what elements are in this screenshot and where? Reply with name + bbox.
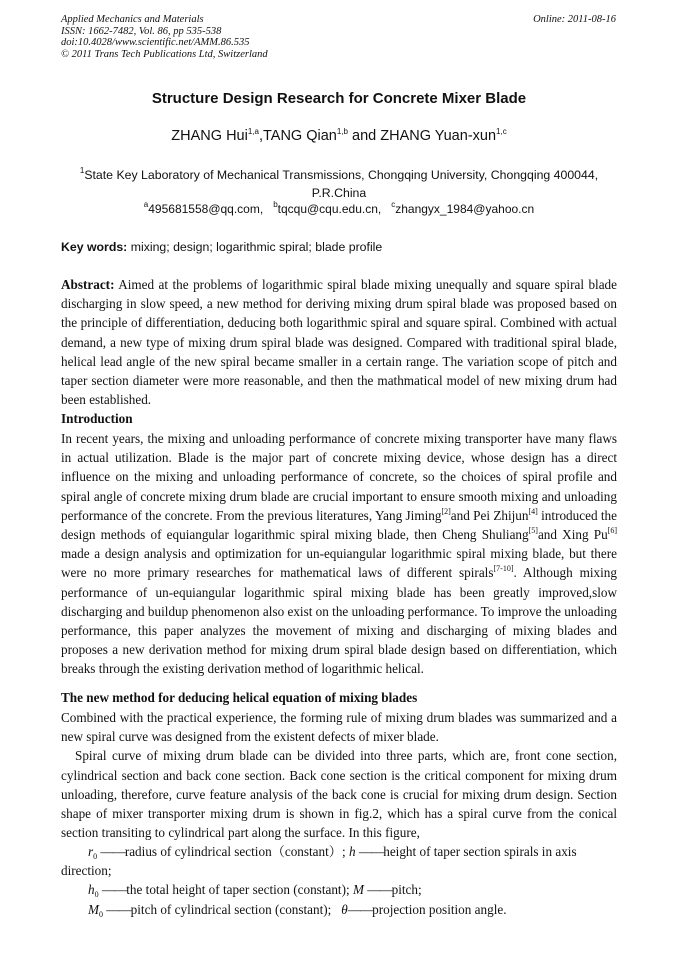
issn-line: ISSN: 1662-7482, Vol. 86, pp 535-538: [61, 25, 222, 37]
email-address[interactable]: zhangyx_1984@yahoo.cn: [395, 202, 535, 216]
definition-line: [61, 880, 617, 899]
author-sup: 1,c: [496, 127, 507, 136]
author-sep: ,: [258, 128, 263, 144]
email-address[interactable]: 495681558@qq.com,: [148, 202, 264, 216]
keywords: [61, 240, 382, 254]
definition-text: the total height of taper section (constant);: [126, 882, 353, 898]
affiliation-country: P.R.China: [311, 186, 367, 200]
definition-text: height of taper section spirals in axis: [383, 844, 577, 859]
journal-name: Applied Mechanics and Materials: [61, 14, 204, 25]
dash: ——: [106, 901, 131, 917]
email-sup: a: [143, 200, 149, 209]
author-name: TANG Qian: [263, 128, 337, 144]
dash: ——: [367, 882, 392, 898]
abstract-label: Abstract:: [61, 277, 115, 292]
section-paragraph: Combined with the practical experience, the forming rule of mixing drum blades was summarized and a new spiral curve was designed from the existent defects of mixer blade.: [61, 710, 617, 745]
affiliation-sup: 1: [79, 166, 85, 175]
definition-line: direction;: [61, 863, 112, 879]
dash: ——: [100, 844, 125, 859]
keywords-text: mixing; design; logarithmic spiral; blade profile: [130, 240, 383, 254]
affiliation-line: State Key Laboratory of Mechanical Transmissions, Chongqing University, Chongqing 400044,: [84, 168, 599, 182]
symbol: θ: [341, 901, 348, 917]
intro-text: introduced the design methods of equiangular logarithmic spiral mixing blade, then Cheng Shuliang: [61, 507, 617, 543]
symbol: $h_0$: [88, 882, 99, 900]
citation: [6]: [607, 526, 617, 536]
symbol-definitions: [61, 842, 617, 919]
introduction-heading: Introduction: [61, 411, 133, 426]
dash: ——: [347, 901, 373, 917]
paper-title: Structure Design Research for Concrete Mixer Blade: [151, 90, 527, 107]
citation: [7-10]: [493, 564, 514, 574]
author-sep: and: [347, 128, 381, 144]
symbol: h: [348, 844, 356, 859]
definition-line: [61, 900, 617, 919]
definition-line: [61, 842, 617, 861]
symbol: M: [352, 882, 364, 898]
definition-text: projection position angle.: [372, 901, 507, 917]
citation: [5]: [528, 526, 538, 536]
definition-text: radius of cylindrical section（constant）;: [124, 844, 349, 859]
affiliation: [0, 166, 678, 202]
dash: ——: [358, 844, 384, 859]
abstract-text: Aimed at the problems of logarithmic spiral blade mixing unequally and square spiral blade discharging in slow speed, a new method for deriving mixing drum spiral blade was proposed based on the principle of differentiation, deducing both logarithmic spiral and square spiral. Combined with actual demand, a new type of mixing drum spiral blade was designed. Compared with traditional spiral blade, helical lead angle of the new spiral became smaller in a certain range. The variation scope of pitch and taper section diameter were more reasonable, and then the mathmatical model of new mixing drum had been established.: [61, 277, 617, 408]
section-paragraph: Spiral curve of mixing drum blade can be divided into three parts, which are, front cone section, cylindrical section and back cone section. Back cone section is the critical component for mixing drum unloading, therefore, curve feature analysis of the back cone is crucial for mixing drum design. Section shape of mixer transporter mixing drum is shown in fig.2, which has a spiral curve from the conical section transiting to cylindrical part along the surface. In this figure,: [61, 748, 617, 841]
author-list: [0, 128, 678, 144]
citation: [2]: [441, 506, 451, 516]
doi-line: doi:10.4028/www.scientific.net/AMM.86.535: [61, 37, 250, 49]
keywords-label: Key words:: [61, 240, 128, 254]
dash: ——: [101, 882, 127, 898]
email-address[interactable]: tqcqu@cqu.edu.cn,: [277, 202, 382, 216]
intro-text: made a design analysis and optimization for un-equiangular logarithmic spiral mixing blade, but there were no more primary researches for mathematical laws of different spirals: [61, 546, 617, 581]
section-body: [61, 708, 617, 842]
citation: [4]: [528, 506, 538, 516]
copyright-line: © 2011 Trans Tech Publications Ltd, Switzerland: [61, 48, 268, 60]
intro-text: . Although mixing performance of un-equiangular logarithmic spiral mixing blade has been greatly improved,slow discharging and buildup phenomenon also exist on the unloading performance. To improve the unloading performance, this paper analyzes the movement of mixing and discharging of mixing blades and proposes a new derivation method for mixing drum spiral blade design based on differentiation, which breaks through the existing derivation method of logarithmic helical.: [61, 565, 618, 677]
intro-text: In recent years, the mixing and unloading performance of concrete mixing transporter have many flaws in actual utilization. Blade is the major part of concrete mixing device, whose design has a direct influence on the mixing and unloading performance of concrete, so the choices of spiral profile and spiral angle of concrete mixing drum blade are crucial important to ensure smooth mixing and unloading performance of the concrete. From the previous literatures, Yang Jiming: [61, 431, 617, 523]
intro-text: and Pei Zhijun: [450, 507, 529, 523]
email-sup: b: [273, 200, 278, 209]
author-sup: 1,b: [336, 127, 348, 136]
intro-text: and Xing Pu: [537, 527, 608, 543]
definition-text: pitch of cylindrical section (constant);: [130, 901, 332, 917]
author-name: ZHANG Yuan-xun: [380, 128, 497, 144]
email-list: [0, 202, 678, 216]
abstract: [61, 275, 617, 409]
symbol: $M_0$: [88, 901, 103, 919]
symbol: $r_0$: [88, 844, 98, 861]
author-name: ZHANG Hui: [171, 128, 248, 144]
definition-text: pitch;: [391, 882, 422, 898]
online-date: Online: 2011-08-16: [533, 14, 616, 25]
introduction-paragraph: [61, 429, 617, 679]
section-heading: The new method for deducing helical equation of mixing blades: [61, 690, 418, 705]
email-sup: c: [391, 200, 396, 209]
journal-header: [61, 14, 268, 60]
author-sup: 1,a: [247, 127, 259, 136]
